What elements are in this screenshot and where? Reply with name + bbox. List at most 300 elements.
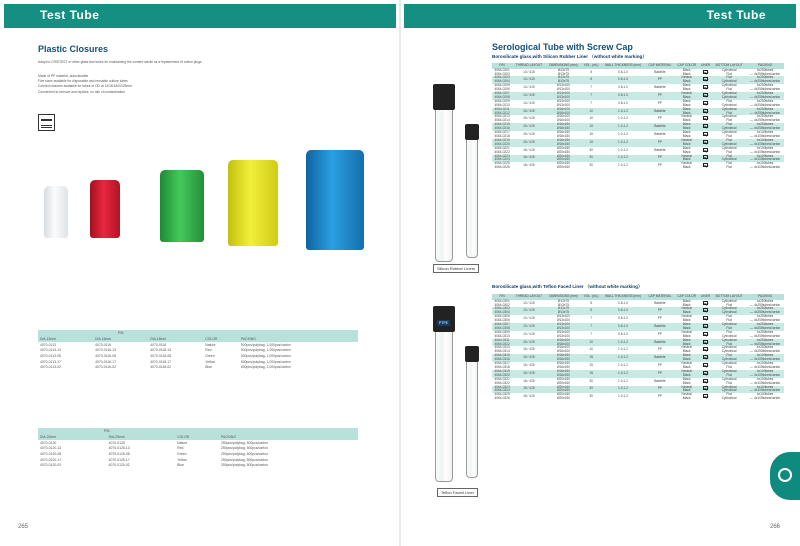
table-cell: 4x100tubes — 4x100tubes/carton [746, 386, 784, 394]
checkbox-icon [703, 101, 708, 105]
table-cell: Cylindrical Flat [721, 361, 737, 369]
table-cell: 4064-0325 4064-0326 [494, 392, 510, 401]
liner-icon-cell [699, 362, 712, 370]
table-cell: PP [645, 139, 674, 147]
table-cell: 1.0-1.2 [618, 378, 628, 383]
table-cell: 4070-0120-08 [40, 451, 62, 456]
table-cell: 15 / 415 [523, 116, 535, 121]
table-cell: 4064-0301 4064-0302 [494, 298, 510, 307]
liner-icon-cell [699, 300, 712, 308]
table-cell: 4064-0209 4064-0210 [494, 98, 510, 107]
bullet: Made of PP material, autoclavable [38, 74, 89, 78]
table-cell: 4064-0313 4064-0314 [494, 345, 510, 354]
table-cell: Ø16x150 Ø16x150 [546, 123, 582, 131]
column-header: BOTTOM LAYOUT [712, 63, 746, 69]
right-header-title: Test Tube [706, 8, 766, 22]
column-header: THREAD LAYOUT [512, 63, 545, 69]
table-cell: 4070-0116-08 [95, 353, 116, 358]
table-cell: Neutral Black [675, 307, 699, 315]
table-row [492, 315, 784, 323]
table-cell: Ø16x100 Ø16x100 [556, 114, 570, 123]
table-row [492, 300, 784, 308]
table-cell: 5 [581, 76, 601, 84]
table-cell: Cylindrical Cylindrical [712, 92, 746, 100]
table-row [38, 364, 358, 370]
table-cell: 4070-0116-13 [95, 348, 116, 353]
table-row [492, 378, 784, 386]
table-cell: 500pcs/polybag, 1,000pcs/carton [240, 342, 291, 347]
table-cell: 4070-0125-17 [108, 457, 130, 462]
table-cell: Ø16x150 Ø16x150 [546, 139, 582, 147]
table-cell: Neutral Black [675, 139, 699, 147]
table-cell: 4x100tubes — 4x100tubes/carton [749, 376, 781, 385]
table-cell: 4x100tubes — 4x100tubes/carton [746, 139, 784, 147]
table-row [492, 323, 784, 331]
table-cell: 30 [581, 386, 601, 394]
table-cell: 0.8-1.0 [618, 331, 628, 336]
checkbox-icon [703, 85, 708, 89]
table-cell: 4x100tubes — 4x100tubes/carton [749, 392, 781, 401]
table-cell: 250pcs/polybag, 500pcs/carton [220, 440, 268, 445]
table-cell: Yellow [177, 457, 187, 462]
table-cell: 4x250tubes — 4x250tubes/carton [746, 76, 784, 84]
table-cell: 13 / 415 [512, 92, 545, 100]
column-header: PACKING [746, 294, 784, 300]
table-cell: PP [657, 363, 662, 368]
liner-icon-cell [699, 147, 712, 155]
column-header: P/N [38, 428, 175, 434]
table-cell: Neutral Black [681, 392, 692, 401]
table-cell: 4x250tubes — 4x250tubes/carton [749, 98, 781, 107]
table-cell: Cylindrical Flat [712, 339, 746, 347]
table-row [492, 386, 784, 394]
table-cell: 30 [589, 163, 593, 168]
table-cell: Red [177, 446, 184, 451]
column-header: PACKING [239, 336, 358, 342]
closure-blue [306, 150, 364, 250]
table-cell: PP [657, 347, 662, 352]
liner-icon-cell [699, 162, 712, 170]
table-cell: 4070-0118-02 [150, 365, 172, 370]
table-cell: Cylindrical Flat [712, 370, 746, 378]
closure-red [90, 180, 120, 238]
table-cell: Ø20x150 Ø20x150 [556, 145, 570, 154]
table-cell: Ø16x150 Ø16x150 [546, 354, 582, 362]
closures-table-1 [38, 330, 358, 370]
table-cell: 7 [590, 100, 592, 105]
plastic-closures-title: Plastic Closures [38, 44, 109, 54]
table-cell: 1.0-1.2 [601, 155, 645, 163]
checkbox-icon [703, 371, 708, 375]
table-cell: Ø16x150 Ø16x150 [556, 361, 570, 369]
table-cell: 30 [581, 155, 601, 163]
page-number-left: 265 [18, 524, 29, 530]
column-header: LINER [700, 294, 711, 298]
table-cell: 4064-0201 4064-0202 [494, 67, 510, 76]
table-cell: 250pcs/polybag, 500pcs/carton [220, 446, 268, 451]
table-cell: Black Black [682, 298, 691, 307]
checkbox-icon [703, 116, 708, 120]
column-header: DIMENSIONS (mm) [546, 294, 582, 300]
table-cell: Bakelite [645, 123, 674, 131]
table-cell: 1.0-1.2 [601, 123, 645, 131]
table-cell: 30 [589, 147, 593, 152]
table-cell: 4064-0203 4064-0204 [492, 76, 512, 84]
table-cell: Ø13x100 Ø13x100 [546, 92, 582, 100]
table-cell: 0.8-1.0 [601, 76, 645, 84]
table-row [492, 354, 784, 362]
table-cell: Green [177, 451, 187, 456]
tube-cap [465, 124, 479, 140]
table-cell: 18 / 415 [523, 378, 535, 383]
checkbox-icon [703, 148, 708, 152]
table-cell: 4x100tubes — 4x100tubes/carton [746, 354, 784, 362]
column-header: P/N [492, 294, 512, 300]
table-cell: 4064-0215 4064-0216 [492, 123, 512, 131]
table-cell: 4064-0323 4064-0324 [492, 386, 512, 394]
table-cell: Ø20x150 Ø20x150 [556, 376, 570, 385]
column-header: VOL. (mL) [581, 294, 601, 300]
table-cell: PP [645, 92, 674, 100]
liner-icon-cell [699, 92, 712, 100]
table-cell: 18 / 415 [523, 147, 535, 152]
table-cell: 1.0-1.2 [618, 394, 628, 399]
liner-icon-cell [699, 76, 712, 84]
table-row [492, 69, 784, 77]
table-row [492, 162, 784, 170]
table-cell: 4070-0116-02 [95, 365, 116, 370]
table-row [38, 462, 358, 468]
table-cell: Ø13x100 Ø13x100 [556, 98, 570, 107]
table-cell: 4x250tubes — 4x250tubes/carton [749, 314, 781, 323]
table-cell: 7 [590, 331, 592, 336]
checkbox-icon [703, 316, 708, 320]
table-cell: 4064-0205 4064-0206 [494, 83, 510, 92]
table-cell: 1.0-1.2 [601, 139, 645, 147]
table-cell: 4x250tubes — 4x250tubes/carton [746, 323, 784, 331]
table-cell: 4070-0125 [108, 440, 125, 445]
table-cell: Neutral Black [681, 314, 692, 323]
table-cell: 4x250tubes — 4x250tubes/carton [749, 83, 781, 92]
table-row [492, 115, 784, 123]
liner-icon-cell [699, 100, 712, 108]
closure-natural [44, 186, 68, 238]
liner-icon-cell [699, 386, 712, 394]
liner-icon-cell [699, 139, 712, 147]
column-header: CAP COLOR [675, 63, 699, 69]
liner-icon-cell [699, 378, 712, 386]
liner-icon-cell [699, 307, 712, 315]
table-cell: 4064-0309 4064-0310 [494, 329, 510, 338]
table-cell: Neutral Black [675, 370, 699, 378]
table-cell: 1.0-1.2 [618, 147, 628, 152]
table-cell: 1.0-1.2 [618, 363, 628, 368]
liner-icon-cell [699, 339, 712, 347]
table-cell: 13 / 415 [512, 307, 545, 315]
table-cell: 13 / 415 [523, 85, 535, 90]
table-cell: Black Black [675, 354, 699, 362]
table-cell: 0.8-1.0 [618, 100, 628, 105]
column-header: WALL THICKNESS (mm) [601, 63, 645, 69]
table-cell: Ø13x75 Ø13x75 [546, 76, 582, 84]
table-cell: Ø13x75 Ø13x75 [557, 298, 570, 307]
section-tab-marker [770, 452, 800, 500]
checkbox-icon [703, 140, 708, 144]
table-cell: PP [657, 394, 662, 399]
closures-intro: Adapt to CRISTEST or other glass test tubes for maintaining the content sterile as a replacement of cotton plugs [38, 60, 202, 64]
table-cell: 0.8-1.0 [618, 316, 628, 321]
test-tube-image [435, 110, 453, 262]
column-header: DIMENSIONS (mm) [546, 63, 582, 69]
liner-icon-cell [699, 346, 712, 354]
table-cell: 4064-0207 4064-0208 [492, 92, 512, 100]
table-row [492, 370, 784, 378]
table-cell: Flat Flat [726, 314, 732, 323]
table-cell: 250pcs/polybag, 500pcs/carton [220, 457, 268, 462]
table-cell: 30 [589, 394, 593, 399]
liner-icon-cell [699, 84, 712, 92]
table-cell: Ø16x100 Ø16x100 [556, 345, 570, 354]
table-row [492, 331, 784, 339]
table-cell: 1.0-1.2 [601, 339, 645, 347]
silicon-liner-label: Silicon Rubber Liners [433, 264, 479, 273]
table-cell: PP [657, 163, 662, 168]
table-cell: 5 [590, 300, 592, 305]
table-cell: 4070-0118 [150, 342, 167, 347]
table-cell: Neutral Black [675, 92, 699, 100]
table-cell: PP [657, 100, 662, 105]
column-header: CAP MATERIAL [645, 63, 674, 69]
table-cell: 4070-0125-13 [108, 446, 130, 451]
table-cell: 500pcs/polybag, 1,000pcs/carton [240, 353, 291, 358]
table-cell: 15 / 415 [512, 370, 545, 378]
table-cell: Black Black [675, 323, 699, 331]
table-cell: 4070-0120-13 [40, 446, 62, 451]
table-cell: Cylindrical Flat [721, 130, 737, 138]
table-cell: Cylindrical Flat [721, 67, 737, 76]
column-header: DIA.20mm [38, 434, 107, 440]
column-header: WALL THICKNESS (mm) [601, 294, 645, 300]
table-cell: 13 / 415 [512, 323, 545, 331]
table-cell: 1.0-1.2 [618, 116, 628, 121]
table-cell: 4070-0113-17 [40, 359, 61, 364]
liner-icon-cell [699, 131, 712, 139]
table-cell: Black Black [675, 123, 699, 131]
table-row [492, 139, 784, 147]
table-cell: Black Black [675, 108, 699, 116]
table-cell: 4070-0113-08 [40, 353, 61, 358]
table-cell: 4070-0113-02 [40, 365, 61, 370]
table-cell: 4064-0225 4064-0226 [494, 161, 510, 170]
column-header: P/N [492, 63, 512, 69]
table-cell: 4070-0113 [40, 342, 56, 347]
table-cell: Nature [205, 342, 216, 347]
table-cell: Red [205, 348, 212, 353]
table-cell: 7 [590, 316, 592, 321]
liner-icon-cell [699, 123, 712, 131]
table-cell: 13 / 415 [523, 69, 535, 74]
liner-icon-cell [699, 370, 712, 378]
table-cell: 4x250tubes — 4x250tubes/carton [749, 67, 781, 76]
table-cell: Neutral Black [681, 161, 692, 170]
column-header: BOTTOM LAYOUT [712, 294, 746, 300]
table-cell: 18 / 415 [512, 155, 545, 163]
table-row [492, 92, 784, 100]
table-cell: 0.8-1.0 [601, 92, 645, 100]
table-cell: Ø20x150 Ø20x150 [546, 155, 582, 163]
test-tube-image [466, 362, 478, 478]
table-cell: Cylindrical Flat [721, 376, 737, 385]
table-row [492, 76, 784, 84]
page-number-right: 266 [770, 524, 781, 530]
serological-table-teflon [492, 294, 784, 401]
table-cell: Neutral Black [681, 114, 692, 123]
table-cell: Cylindrical Flat [721, 298, 737, 307]
table-cell: 10 [581, 108, 601, 116]
checkbox-icon [703, 347, 708, 351]
table-cell: 4064-0321 4064-0322 [494, 376, 510, 385]
table-row [492, 131, 784, 139]
table-cell: 4064-0223 4064-0224 [492, 155, 512, 163]
liner-icon-cell [699, 331, 712, 339]
table-cell: Black Black [682, 67, 691, 76]
checkbox-icon [703, 363, 708, 367]
liner-icon-cell [699, 323, 712, 331]
liner-icon-cell [699, 393, 712, 401]
ring-icon [778, 468, 792, 482]
column-header: DIA.18mm [148, 336, 203, 342]
table-cell: 4064-0217 4064-0218 [494, 130, 510, 138]
table-cell: Blue [177, 463, 184, 468]
table-cell: Bakelite [645, 323, 674, 331]
subtitle-silicon-liner: Borosilicate glass,with Silicon Rubber Liner （without white marking） [492, 54, 647, 59]
checkbox-icon [703, 163, 708, 167]
table-cell: Neutral Black [675, 386, 699, 394]
checkbox-icon [703, 77, 708, 81]
table-cell: 18 / 415 [523, 163, 535, 168]
column-header: CAP COLOR [675, 294, 699, 300]
closures-table-2 [38, 428, 358, 468]
test-tube-image [466, 140, 478, 258]
checkbox-icon [703, 132, 708, 136]
table-cell: 10 [589, 116, 593, 121]
table-cell: Flat Cylindrical [712, 123, 746, 131]
table-cell: 4064-0311 4064-0312 [492, 339, 512, 347]
tube-cap [433, 84, 455, 110]
table-cell: 4070-0120-17 [40, 457, 62, 462]
table-cell: 13 / 415 [523, 331, 535, 336]
table-cell: Black Black [682, 145, 691, 154]
table-cell: 4070-0120-02 [40, 463, 62, 468]
table-cell: Cylindrical Flat [721, 83, 737, 92]
table-cell: 4070-0120 [40, 440, 57, 445]
table-cell: PP [645, 370, 674, 378]
table-cell: 4070-0125-08 [108, 451, 130, 456]
table-cell: 4x100tubes — 4x100tubes/carton [749, 161, 781, 170]
bullet: Convenient to remove and replace, no risk of contamination [38, 89, 126, 94]
column-header: P/N [38, 330, 203, 336]
checkbox-icon [703, 155, 708, 159]
table-cell: 30 [589, 378, 593, 383]
column-header: LINER [700, 63, 711, 67]
table-cell: Green [205, 353, 215, 358]
table-cell: Cylindrical Cylindrical [721, 345, 737, 354]
table-cell: Ø20x150 Ø20x150 [556, 161, 570, 170]
table-cell: 4070-0118-17 [150, 359, 172, 364]
table-cell: 4x100tubes — 4x100tubes/carton [746, 155, 784, 163]
table-cell: 4070-0118-08 [150, 353, 172, 358]
table-cell: 1.0-1.2 [601, 370, 645, 378]
table-row [492, 147, 784, 155]
table-cell: Bakelite [645, 339, 674, 347]
table-cell: Ø13x100 Ø13x100 [556, 83, 570, 92]
table-cell: Bakelite [654, 300, 666, 305]
table-cell: Flat Cylindrical [712, 76, 746, 84]
checkbox-icon [703, 355, 708, 359]
page-gutter [399, 0, 401, 546]
table-cell: 4064-0319 4064-0320 [492, 370, 512, 378]
liner-icon-cell [699, 108, 712, 116]
column-header: PACKING [746, 63, 784, 69]
checkbox-icon [703, 340, 708, 344]
liner-icon-cell [699, 115, 712, 123]
table-cell: 4070-0118-13 [150, 348, 172, 353]
table-cell: Neutral Black [681, 345, 692, 354]
checkbox-icon [703, 394, 708, 398]
table-cell: PP [645, 76, 674, 84]
ptfe-label: PTFE [439, 321, 448, 325]
table-cell: 18 / 415 [512, 386, 545, 394]
checkbox-icon [703, 109, 708, 113]
checkbox-icon [703, 308, 708, 312]
table-cell: Nature [177, 440, 188, 445]
table-cell: Ø13x100 Ø13x100 [556, 329, 570, 338]
table-cell: PP [645, 155, 674, 163]
table-cell: Cylindrical Flat [721, 114, 737, 123]
table-cell: 15 / 415 [523, 132, 535, 137]
table-cell: 4064-0307 4064-0308 [492, 323, 512, 331]
checkbox-icon [703, 301, 708, 305]
checkbox-icon [703, 70, 708, 74]
table-cell: 15 / 415 [523, 347, 535, 352]
table-row [492, 84, 784, 92]
column-header: PACKING [219, 434, 358, 440]
table-cell: 15 / 415 [512, 139, 545, 147]
table-row [492, 339, 784, 347]
checkbox-icon [703, 124, 708, 128]
test-tube-image [435, 332, 453, 482]
table-cell: 15 / 415 [512, 108, 545, 116]
table-cell: Cylindrical Cylindrical [712, 386, 746, 394]
table-cell: 4064-0219 4064-0220 [492, 139, 512, 147]
table-cell: 1.0-1.2 [618, 163, 628, 168]
table-cell: 4064-0305 4064-0306 [494, 314, 510, 323]
table-cell: 4070-0116 [95, 342, 112, 347]
table-cell: 4x250tubes — 4x250tubes/carton [746, 123, 784, 131]
table-cell: Black Black [682, 83, 691, 92]
table-cell: Cylindrical Flat [712, 323, 746, 331]
table-cell: Neutral Black [681, 361, 692, 369]
bullet: Five sizes available for disposable and reusable culture tubes [38, 79, 128, 84]
table-cell: PP [645, 386, 674, 394]
teflon-liner-label: Teflon Faced Liner [437, 488, 478, 497]
table-cell: Black Black [682, 376, 691, 385]
table-cell: 4064-0303 4064-0304 [492, 307, 512, 315]
table-cell: Blue [205, 365, 213, 370]
table-cell: 4070-0125-02 [108, 463, 130, 468]
table-cell: 5 [590, 69, 592, 74]
table-cell: Ø13x100 Ø13x100 [546, 323, 582, 331]
